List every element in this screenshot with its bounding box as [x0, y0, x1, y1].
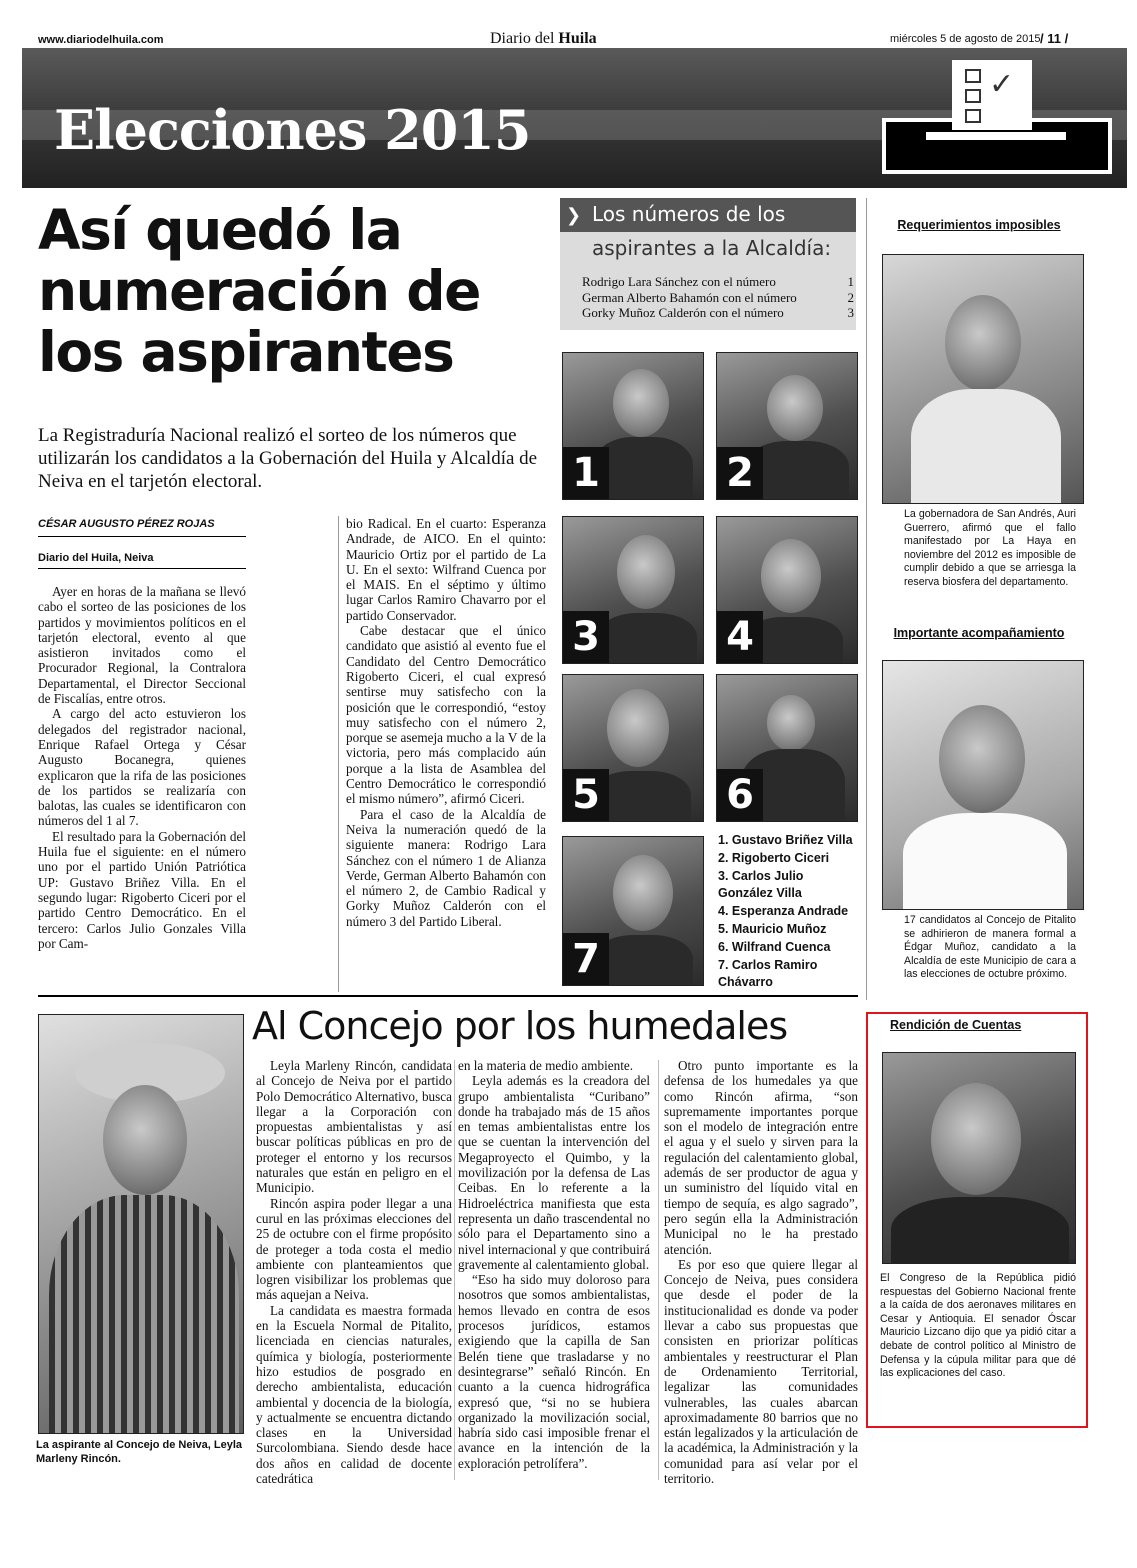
candidate-text: German Alberto Bahamón con el número	[582, 289, 797, 305]
list-item	[582, 290, 854, 306]
photo-number: 4	[717, 611, 763, 663]
list-item: 1. Gustavo Briñez Villa	[718, 833, 853, 847]
article-source: Diario del Huila, Neiva	[38, 552, 154, 564]
paragraph: Rincón aspira poder llegar a una curul en las próximas elecciones del 25 de octubre con el firme propósito de proteger a toda costa el medio ambiente con planteamientos que logren visibilizar los problemas que más aquejan a Neiva.	[256, 1195, 452, 1303]
page-number: / 11 /	[1040, 31, 1069, 46]
paragraph: “Eso ha sido muy doloroso para nosotros que somos ambientalistas, hemos llevado en contra de esos procesos jurídicos, estamos exigiendo que la capilla de San Belén tiene que trasladarse y no desintegrarse” señaló Rincón. En cuanto a la cuenca hidrográfica expresó que, “si no se hubiera organizado la movilización social, habría sido casi imposible frenar el avance en la intención de la exploración petrolífera”.	[458, 1272, 650, 1471]
sidebar-heading-3: Rendición de Cuentas	[890, 1018, 1022, 1032]
masthead-bold: Huila	[558, 30, 597, 47]
article-column-2	[346, 516, 546, 929]
candidate-photo-5	[562, 674, 704, 822]
sidebar-photo-2	[882, 660, 1084, 910]
ballot-checklist-icon: ✓	[952, 60, 1032, 130]
candidate-photo-6	[716, 674, 858, 822]
section-banner	[22, 48, 1127, 188]
list-item: 5. Mauricio Muñoz	[718, 921, 827, 936]
candidate-text: Rodrigo Lara Sánchez con el número	[582, 274, 776, 289]
article-headline: Así quedó la numeración de los aspirantes	[38, 198, 480, 384]
photo-caption: La aspirante al Concejo de Neiva, Leyla Marleny Rincón.	[36, 1439, 243, 1465]
paragraph: Leyla además es la creadora del grupo ambientalista “Curibano” donde ha trabajado más de 15 años en temas ambientalistas entre los que se cuentan la intervención del Megaproyecto el Quimbo, y la movilización por la defensa de Las Ceibas. En lo referente a la Hidroeléctrica manifiesta que esta representa un daño trascendental no sólo para el Departamento sino a nivel internacional y que contribuirá gravemente al calentamiento global.	[458, 1073, 650, 1272]
candidate-number: 2	[847, 289, 854, 305]
box-title-line2: aspirantes a la Alcaldía:	[592, 236, 832, 260]
masthead-regular: Diario del	[490, 30, 559, 47]
paragraph: Para el caso de la Alcaldía de Neiva la numeración quedó de la siguiente manera: Rodrigo Lara Sánchez con el número 1 de Alianza Verde, German Alberto Bahamón con el número 2, de Cambio Radical y Gorky Muñoz Calderón con el número 3 del Partido Liberal.	[346, 806, 546, 929]
candidate-number: 1	[847, 274, 854, 289]
paragraph: bio Radical. En el cuarto: Esperanza Andrade, de AICO. En el quinto: Mauricio Ortiz por el partido de La U. En el sexto: Wilfrand Cuenca por el MAIS. En el séptimo y último lugar Carlos Ramiro Chavarro por el partido Conservador.	[346, 516, 546, 623]
sidebar-photo-3	[882, 1052, 1076, 1264]
paragraph: A cargo del acto estuvieron los delegados del registrador nacional, Enrique Rafael Ortega y César Augusto Bocanegra, quienes explicaron que la rifa de las posiciones de los partidos se realizaría con balotas, las cuales se identificaron con números del 1 al 7.	[38, 706, 246, 829]
photo-number: 3	[563, 611, 609, 663]
list-item: 7. Carlos Ramiro Chávarro	[718, 957, 818, 990]
article-lead: La Registraduría Nacional realizó el sorteo de los números que utilizarán los candidatos a la Gobernación del Huila y Alcaldía de Neiva en el tarjetón electoral.	[38, 425, 538, 492]
paragraph: La candidata es maestra formada en la Escuela Normal de Pitalito, licenciada en ciencias naturales, química y biología, posteriormente hizo estudios de posgrado en derecho ambientalista, educación ambiental y docencia de la biología, y actualmente se encuentra dictando clases en la Universidad Surcolombiana. Siendo desde hace dos años en calidad de docente catedrática	[256, 1302, 452, 1487]
article-column-3	[664, 1058, 858, 1486]
sidebar-text-1: La gobernadora de San Andrés, Auri Guerrero, afirmó que el fallo manifestado por La Haya en noviembre del 2012 es imposible de cumplir debido a que se arriesga la reserva biosfera del departamento.	[904, 508, 1076, 588]
candidate-text: Gorky Muñoz Calderón con el número	[582, 305, 784, 320]
candidate-photo-7	[562, 836, 704, 986]
list-item	[582, 305, 854, 321]
box-title-line1: Los números de los	[592, 202, 786, 226]
chevron-right-icon: ❯	[566, 205, 582, 226]
paragraph: Ayer en horas de la mañana se llevó cabo el sorteo de las posiciones de los partidos y movimientos políticos en el tarjetón electoral, evento al que asistieron invitados como el Procurador Regional, la Contralora Departamental, el Director Seccional de Fiscalías, entre otros.	[38, 584, 246, 707]
site-url[interactable]: www.diariodelhuila.com	[38, 34, 164, 46]
paragraph: Es por eso que quiere llegar al Concejo de Neiva, pues considera que desde el poder de la institucionalidad es donde va poder llevar a cabo sus propuestas que consisten en priorizar políticas ambientales y reestructurar el Plan de Ordenamiento Territorial, legalizar las comunidades vulnerables, las cuales abarcan aproximadamente 80 barrios que no están legalizados y la articulación de la académica, la Administración y la comunidad para así velar por el territorio.	[664, 1256, 858, 1487]
sidebar-heading-2: Importante acompañamiento	[893, 626, 1065, 640]
list-item: 3. Carlos Julio González Villa	[718, 868, 804, 901]
article-column-1	[38, 584, 246, 951]
paragraph: El resultado para la Gobernación del Huila fue el siguiente: en el número uno por el partido Unión Patriótica UP: Gustavo Briñez Villa. En el segundo lugar: Rigoberto Ciceri por el partido Centro Democrático. En el tercero: Carlos Julio Gonzales Villa por Cam-	[38, 828, 246, 951]
sidebar-photo-1	[882, 254, 1084, 504]
candidates-list	[718, 832, 858, 992]
candidate-photo-3	[562, 516, 704, 664]
photo-number: 6	[717, 769, 763, 821]
article-column-2	[458, 1058, 650, 1471]
sidebar-text-2: 17 candidatos al Concejo de Pitalito se adhirieron de manera formal a Édgar Muñoz, candidato a la Alcaldía de este Municipio de cara a las elecciones de octubre próximo.	[904, 914, 1076, 981]
photo-number: 7	[563, 933, 609, 985]
photo-number: 1	[563, 447, 609, 499]
article-headline: Al Concejo por los humedales	[252, 1004, 788, 1048]
photo-number: 2	[717, 447, 763, 499]
column-divider	[454, 1060, 455, 1480]
candidate-photo-1	[562, 352, 704, 500]
candidate-photo-2	[716, 352, 858, 500]
paragraph: Cabe destacar que el único candidato que asistió al evento fue el Candidato del Centro Democrático Rigoberto Ciceri, el cual expresó sentirse muy satisfecho con la posición que le correspondió, “estoy muy satisfecho con el número 2, porque se asemeja mucho a la V de la victoria, pero más complacido aún porque a la lista de Asamblea del Centro Democrático le correspondió el mismo número”, afirmó Ciceri.	[346, 623, 546, 807]
list-item: 6. Wilfrand Cuenca	[718, 939, 831, 954]
paragraph: Leyla Marleny Rincón, candidata al Concejo de Neiva por el partido Polo Democrático Alternativo, busca llegar a la Corporación con propuestas ambientalistas y así buscar políticas públicas en pro de proteger el entorno y los recursos naturales que están en peligro en el Municipio.	[256, 1058, 452, 1196]
photo-number: 5	[563, 769, 609, 821]
divider	[38, 536, 246, 537]
list-item	[582, 274, 854, 290]
masthead	[490, 30, 597, 48]
list-item: 2. Rigoberto Ciceri	[718, 850, 830, 865]
column-divider	[866, 198, 867, 1000]
paragraph: en la materia de medio ambiente.	[458, 1058, 634, 1073]
numbers-list	[582, 274, 854, 321]
column-divider	[338, 516, 339, 992]
author-byline: CÉSAR AUGUSTO PÉREZ ROJAS	[38, 518, 215, 530]
mayoral-numbers-box	[560, 198, 856, 330]
section-title: Elecciones 2015	[54, 98, 531, 162]
list-item: 4. Esperanza Andrade	[718, 904, 849, 919]
column-divider	[658, 1060, 659, 1480]
section-divider	[38, 995, 858, 997]
candidate-number: 3	[847, 305, 854, 320]
article-column-1	[256, 1058, 452, 1486]
candidate-photo-4	[716, 516, 858, 664]
paragraph: Otro punto importante es la defensa de los humedales ya que como Rincón afirma, “son supremamente importantes porque son el modelo de integración entre el agua y el suelo y sirven para la regulación del calentamiento global, además de ser productor de agua y un suministro del líquido vital en tiempo de sequía, es algo sagrado”, pero según ella la Administración Municipal no le ha prestado atención.	[664, 1058, 858, 1257]
article-photo	[38, 1014, 244, 1434]
divider	[38, 568, 246, 569]
issue-date: miércoles 5 de agosto de 2015	[890, 33, 1041, 45]
sidebar-text-3: El Congreso de la República pidió respuestas del Gobierno Nacional frente a la caída de dos aeronaves militares en Cesar y Antioquia. El senador Óscar Mauricio Lizcano dijo que ya pidió citar a debate de control político al Ministro de Defensa y la cúpula militar para que dé las explicaciones del caso.	[880, 1272, 1076, 1380]
sidebar-heading-1: Requerimientos imposibles	[897, 218, 1061, 232]
